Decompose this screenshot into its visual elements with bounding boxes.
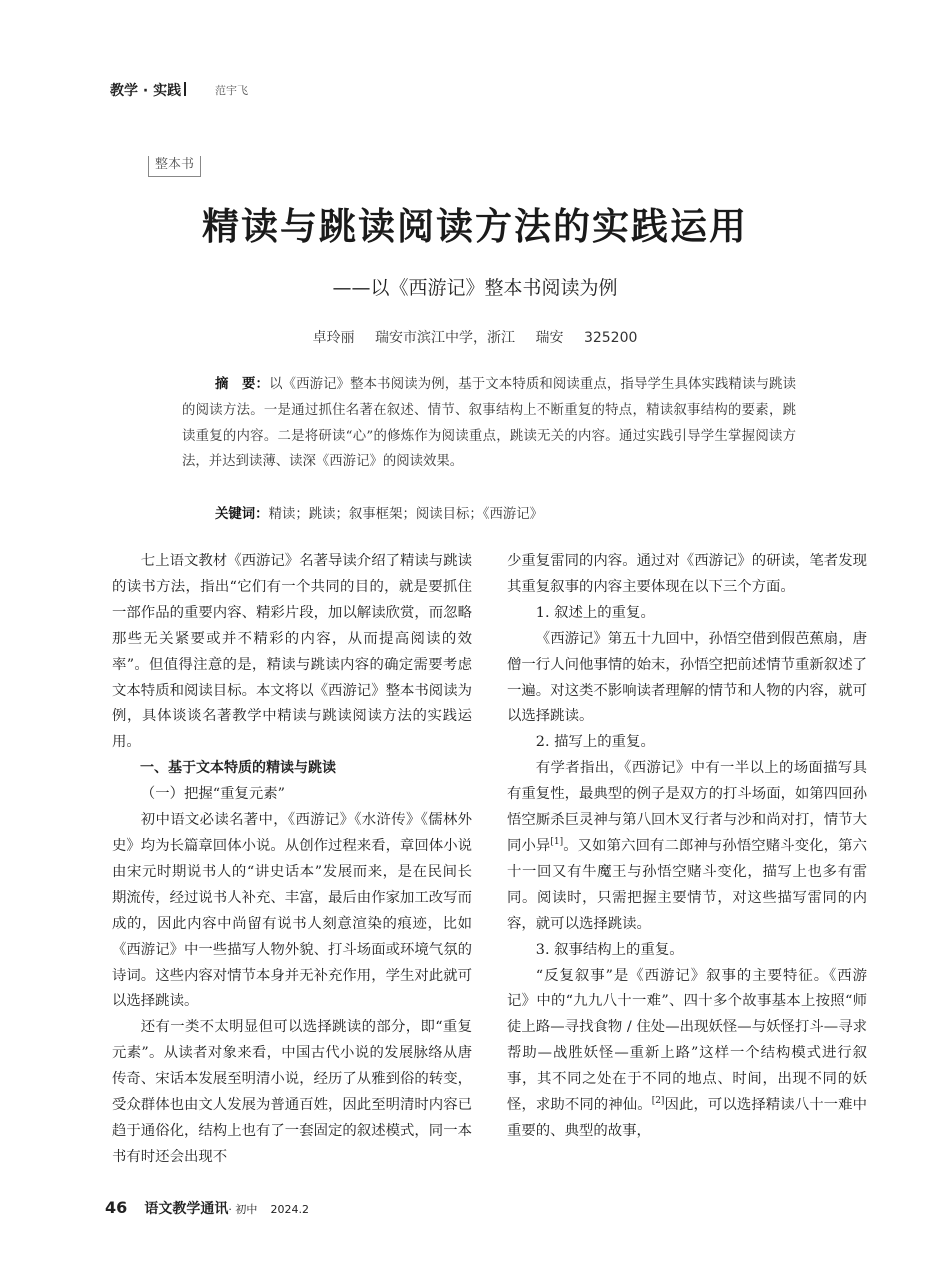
- abstract-label: 摘 要：: [215, 377, 270, 392]
- body-column-right: [507, 549, 867, 1145]
- citation-ref[interactable]: [1]: [550, 837, 564, 848]
- abstract-text: 以《西游记》整本书阅读为例，基于文本特质和阅读重点，指导学生具体实践精读与跳读的阅读方法。一是通过抓住名著在叙述、情节、叙事结构上不断重复的特点，精读叙事结构的要素，跳读重复的内容。二是将研读“心”的修炼作为阅读重点，跳读无关的内容。通过实践引导学生掌握阅读方法，并达到读薄、读深《西游记》的阅读效果。: [182, 377, 797, 470]
- body-column-left: [112, 549, 472, 1171]
- author-zip: 325200: [583, 330, 638, 346]
- paragraph: [507, 756, 867, 937]
- paragraph: 初中语文必读名著中，《西游记》《水浒传》《儒林外史》均为长篇章回体小说。从创作过程来看，章回体小说由宋元时期说书人的“讲史话本”发展而来，是在民间长期流传，经过说书人补充、丰富，最后由作家加工改写而成的，因此内容中尚留有说书人刻意渲染的痕迹，比如《西游记》中一些描写人物外貌、打斗场面或环境气氛的诗词。这些内容对情节本身并无补充作用，学生对此就可以选择跳读。: [112, 812, 472, 1010]
- citation-ref[interactable]: [2]: [651, 1096, 665, 1107]
- paragraph-continued: 少重复雷同的内容。通过对《西游记》的研读，笔者发现其重复叙事的内容主要体现在以下三个方面。: [507, 553, 867, 595]
- keywords: [215, 503, 795, 527]
- numbered-heading: 3. 叙事结构上的重复。: [535, 941, 684, 958]
- journal-name: 语文教学通讯: [144, 1201, 229, 1217]
- author-affiliation: [0, 326, 950, 350]
- paragraph: 《西游记》第五十九回中，孙悟空借到假芭蕉扇，唐僧一行人问他事情的始末，孙悟空把前述情节重新叙述了一遍。对这类不影响读者理解的情节和人物的内容，就可以选择跳读。: [507, 630, 867, 725]
- issue-date: 2024.2: [270, 1203, 309, 1216]
- paragraph: 七上语文教材《西游记》名著导读介绍了精读与跳读的读书方法，指出“它们有一个共同的目的，就是要抓住一部作品的重要内容、精彩片段，加以解读欣赏，而忽略那些无关紧要或并不精彩的内容，从而提高阅读的效率”。但值得注意的是，精读与跳读内容的确定需要考虑文本特质和阅读目标。本文将以《西游记》整本书阅读为例，具体谈谈名著教学中精读与跳读阅读方法的实践运用。: [112, 553, 472, 751]
- page-footer: [105, 1198, 309, 1220]
- section-label: 教学 · 实践: [110, 83, 182, 99]
- numbered-heading: 1. 叙述上的重复。: [535, 604, 655, 621]
- paragraph-text: 因此，可以选择精读八十一难中重要的、典型的故事，: [507, 1097, 867, 1139]
- section-heading: 一、基于文本特质的精读与跳读: [140, 760, 336, 777]
- column-tag: 整本书: [148, 156, 201, 177]
- page-number: 46: [105, 1198, 128, 1217]
- paragraph-text: 有学者指出，《西游记》中有一半以上的场面描写具有重复性，最典型的例子是双方的打斗场面，如第四回孙悟空厮杀巨灵神与第八回木叉行者与沙和尚对打，情节大同小异: [507, 760, 867, 854]
- header-editor: 范宇飞: [215, 84, 248, 97]
- paragraph-text: “反复叙事”是《西游记》叙事的主要特征。《西游记》中的“九九八十一难”、四十多个故事基本上按照“师徒上路—寻找食物 / 住处—出现妖怪—与妖怪打斗—寻求帮助—战胜妖怪—重新上路”这样一个结构模式进行叙事，其不同之处在于不同的地点、时间，出现不同的妖怪，求助不同的神仙。: [507, 967, 867, 1114]
- keywords-label: 关键词：: [215, 507, 269, 522]
- header-divider: [184, 82, 186, 96]
- numbered-heading: 2. 描写上的重复。: [535, 734, 655, 751]
- author-name: 卓玲丽: [312, 330, 355, 346]
- article-subtitle: ——以《西游记》整本书阅读为例: [332, 277, 618, 299]
- author-city: 瑞安: [535, 330, 564, 346]
- journal-level: · 初中: [228, 1203, 258, 1216]
- article-title: 精读与跳读阅读方法的实践运用: [202, 204, 748, 248]
- subsection-heading: （一）把握“重复元素”: [140, 786, 286, 803]
- keywords-text: 精读；跳读；叙事框架；阅读目标；《西游记》: [268, 507, 544, 522]
- author-school: 瑞安市滨江中学，浙江: [375, 330, 516, 346]
- paragraph: [507, 964, 867, 1145]
- abstract: [182, 372, 796, 475]
- running-header: [110, 80, 840, 102]
- paragraph: 还有一类不太明显但可以选择跳读的部分，即“重复元素”。从读者对象来看，中国古代小说的发展脉络从唐传奇、宋话本发展至明清小说，经历了从雅到俗的转变，受众群体也由文人发展为普通百姓，因此至明清时内容已趋于通俗化，结构上也有了一套固定的叙述模式，同一本书有时还会出现不: [112, 1019, 472, 1165]
- paragraph-text: 。又如第六回有二郎神与孙悟空赌斗变化，第六十一回又有牛魔王与孙悟空赌斗变化，描写上也多有雷同。阅读时，只需把握主要情节，对这些描写雷同的内容，就可以选择跳读。: [507, 837, 867, 932]
